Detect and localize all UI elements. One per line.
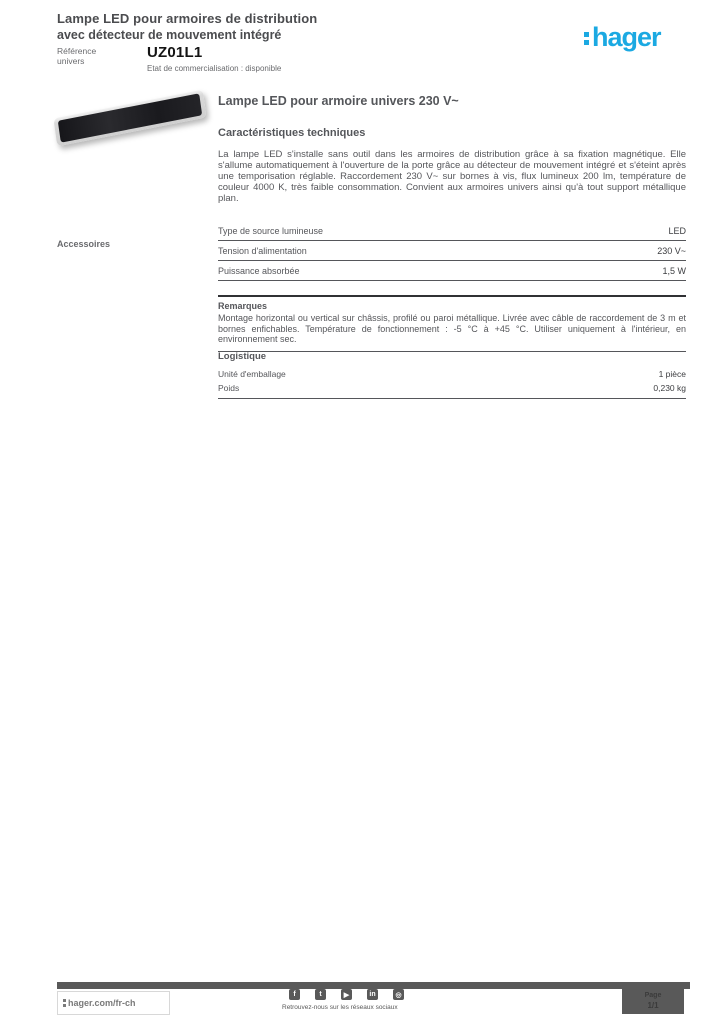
spec-label: Puissance absorbée <box>218 266 300 276</box>
reference-label: Référence <box>57 46 97 56</box>
document-title-line1: Lampe LED pour armoires de distribution <box>57 11 318 26</box>
table-row <box>218 381 686 399</box>
notes-text: Montage horizontal ou vertical sur châssis, profilé ou paroi métallique. Livrée avec câble de raccordement de 3 m et bornes enfichables. Température de fonctionnement : -5 °C à +45 °C. Utiliser uniquement à l'intérieur, en environnement sec. <box>218 313 686 344</box>
spec-label: Tension d'alimentation <box>218 246 307 256</box>
logistics-section <box>218 351 686 399</box>
spec-label: Type de source lumineuse <box>218 226 324 236</box>
page-number-label: Page <box>644 992 662 999</box>
product-title: Lampe LED pour armoire univers 230 V~ <box>218 94 459 108</box>
page-number-box <box>622 988 684 1014</box>
led-strip-lamp-photo <box>53 90 206 147</box>
spec-value: 1,5 W <box>662 266 686 276</box>
table-row <box>218 221 686 241</box>
notes-block <box>218 295 686 352</box>
logistics-label: Unité d'emballage <box>218 369 286 379</box>
website-link[interactable] <box>57 991 170 1015</box>
logistics-value: 1 pièce <box>658 369 686 379</box>
facebook-icon[interactable]: f <box>289 989 300 1000</box>
reference-labels <box>57 46 96 66</box>
hager-colon-icon <box>584 32 589 45</box>
footer-rule <box>57 982 690 989</box>
twitter-icon[interactable]: t <box>315 989 326 1000</box>
hager-colon-icon <box>63 999 66 1007</box>
instagram-icon[interactable]: ◎ <box>393 989 404 1000</box>
table-row <box>218 261 686 281</box>
table-row <box>218 367 686 381</box>
logistics-label: Poids <box>218 383 240 393</box>
document-title-line2: avec détecteur de mouvement intégré <box>57 28 282 42</box>
table-row <box>218 241 686 261</box>
linkedin-icon[interactable]: in <box>367 989 378 1000</box>
spec-table <box>218 221 686 352</box>
section-heading-characteristics: Caractéristiques techniques <box>218 127 366 139</box>
product-description: La lampe LED s'installe sans outil dans les armoires de distribution grâce à sa fixation magnétique. Elle s'allume automatiquement à l'ouverture de la porte grâce au détecteur de mouvement intégré et s'éteint après une temporisation réglable. Raccordement 230 V~ sur bornes à vis, flux lumineux 200 lm, température de couleur 4000 K, très faible consommation. Convient aux armoires univers ainsi qu'à tout support métallique plan. <box>218 149 686 204</box>
reference-value: UZ01L1 <box>147 44 203 61</box>
margin-label-accessories: Accessoires <box>57 239 111 249</box>
youtube-icon[interactable]: ▶ <box>341 989 352 1000</box>
logistics-value: 0,230 kg <box>653 383 686 393</box>
social-icons-row <box>289 989 404 1000</box>
page-number-value: 1/1 <box>647 1001 659 1010</box>
hager-logo <box>584 24 661 50</box>
spec-value: LED <box>668 226 686 236</box>
logistics-heading: Logistique <box>218 351 267 362</box>
social-caption: Retrouvez-nous sur les réseaux sociaux <box>282 1004 398 1011</box>
header-block <box>57 11 417 77</box>
led-strip-face <box>58 93 202 142</box>
website-url: hager.com/fr-ch <box>68 998 136 1008</box>
hager-logo-text: hager <box>592 22 661 52</box>
spec-value: 230 V~ <box>657 246 686 256</box>
range-label: univers <box>57 56 85 66</box>
status-line: Etat de commercialisation : disponible <box>147 64 282 73</box>
notes-label: Remarques <box>218 301 268 311</box>
